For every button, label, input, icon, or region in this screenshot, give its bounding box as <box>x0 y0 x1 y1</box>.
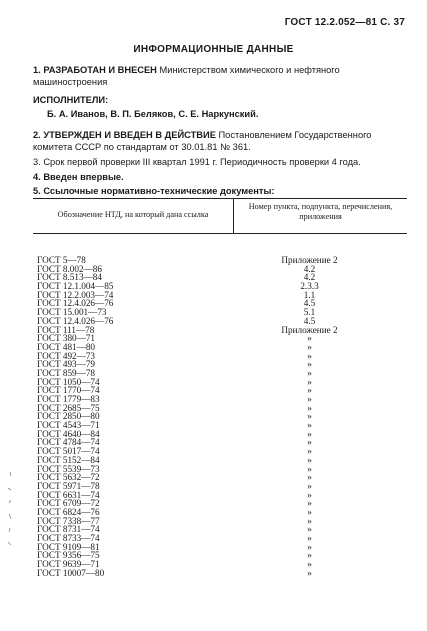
reference-item: » <box>307 498 312 509</box>
reference-item: » <box>307 333 312 344</box>
table-row <box>37 569 407 578</box>
reference-item: » <box>307 559 312 570</box>
ntd-designation: ГОСТ 4543—71 <box>37 420 100 431</box>
item-2-text: Постановлением Государственного комитета СССР по стандартам от 30.01.81 № 361. <box>33 130 372 152</box>
reference-item: Приложение 2 <box>281 324 338 335</box>
reference-item: » <box>307 550 312 561</box>
ntd-designation: ГОСТ 5632—72 <box>37 472 100 483</box>
ntd-designation: ГОСТ 8731—74 <box>37 524 100 535</box>
reference-item: 4.2 <box>303 263 316 274</box>
table-body <box>37 256 407 577</box>
item-2-lead: 2. УТВЕРЖДЕН И ВВЕДЕН В ДЕЙСТВИЕ <box>33 130 216 140</box>
reference-item: » <box>307 385 312 396</box>
ntd-designation: ГОСТ 1050—74 <box>37 376 100 387</box>
reference-item: » <box>307 402 312 413</box>
ntd-designation: ГОСТ 2850—80 <box>37 411 100 422</box>
reference-item: » <box>307 341 312 352</box>
ntd-designation: ГОСТ 12.4.026—76 <box>37 298 114 309</box>
reference-item: Приложение 2 <box>281 255 338 265</box>
reference-item: » <box>307 515 312 526</box>
reference-item: » <box>307 437 312 448</box>
ntd-designation: ГОСТ 12.4.026—76 <box>37 315 114 326</box>
ntd-designation: ГОСТ 15.001—73 <box>37 307 107 318</box>
reference-item: » <box>307 420 312 431</box>
reference-item: 5.1 <box>303 307 316 318</box>
item-1 <box>33 64 401 88</box>
reference-item: » <box>307 367 312 378</box>
ntd-designation: ГОСТ 9109—81 <box>37 541 100 552</box>
reference-item: 4.2 <box>303 272 316 283</box>
ntd-designation: ГОСТ 6824—76 <box>37 506 100 517</box>
ntd-designation: ГОСТ 12.2.003—74 <box>37 289 114 300</box>
ntd-designation: ГОСТ 9356—75 <box>37 550 100 561</box>
reference-item: 2.3.3 <box>300 281 319 292</box>
ntd-designation: ГОСТ 4784—74 <box>37 437 100 448</box>
executors-label: ИСПОЛНИТЕЛИ: <box>33 95 109 105</box>
ntd-designation: ГОСТ 1779—83 <box>37 394 100 404</box>
reference-item: » <box>307 524 312 535</box>
ntd-designation: ГОСТ 1770—74 <box>37 385 100 396</box>
page-header: ГОСТ 12.2.052—81 С. 37 <box>284 17 405 28</box>
ntd-designation: ГОСТ 8733—74 <box>37 533 100 543</box>
ntd-designation: ГОСТ 859—78 <box>37 367 96 378</box>
reference-item: » <box>307 480 312 491</box>
reference-item: » <box>307 446 312 457</box>
ntd-designation: ГОСТ 6631—74 <box>37 489 100 500</box>
column-header-reference: Номер пункта, подпункта, перечисления, приложения <box>248 202 393 221</box>
ntd-designation: ГОСТ 8.513—84 <box>37 272 102 283</box>
item-3: 3. Срок первой проверки III квартал 1991 г. Периодичность проверки 4 года. <box>33 157 361 167</box>
section-title: ИНФОРМАЦИОННЫЕ ДАННЫЕ <box>133 44 294 55</box>
reference-item: » <box>307 428 312 439</box>
item-5: 5. Ссылочные нормативно-технические документы: <box>33 186 275 196</box>
ntd-designation: ГОСТ 492—73 <box>37 350 96 361</box>
margin-scan-marks <box>4 470 16 560</box>
column-header-ntd: Обозначение НТД, на который дана ссылка <box>57 210 209 219</box>
reference-item: » <box>307 454 312 465</box>
reference-item: » <box>307 359 312 370</box>
ntd-designation: ГОСТ 6709—72 <box>37 498 100 509</box>
ntd-designation: ГОСТ 493—79 <box>37 359 96 370</box>
item-4: 4. Введен впервые. <box>33 172 124 182</box>
reference-item: » <box>307 394 312 404</box>
executors-names: Б. А. Иванов, В. П. Беляков, С. Е. Наркунский. <box>47 109 259 119</box>
reference-item: » <box>307 376 312 387</box>
reference-item: » <box>307 567 312 578</box>
ntd-designation: ГОСТ 8.002—86 <box>37 263 102 274</box>
ntd-designation: ГОСТ 10007—80 <box>37 567 105 578</box>
reference-item: » <box>307 541 312 552</box>
ntd-designation: ГОСТ 5017—74 <box>37 446 100 457</box>
item-1-text: Министерством химического и нефтяного машиностроения <box>33 65 340 87</box>
ntd-designation: ГОСТ 481—80 <box>37 341 96 352</box>
ntd-designation: ГОСТ 111—78 <box>37 324 95 335</box>
ntd-designation: ГОСТ 9639—71 <box>37 559 100 570</box>
reference-item: » <box>307 350 312 361</box>
ntd-designation: ГОСТ 2685—75 <box>37 402 100 413</box>
ntd-designation: ГОСТ 4640—84 <box>37 428 100 439</box>
reference-item: » <box>307 411 312 422</box>
reference-item: 1.1 <box>303 289 316 300</box>
ntd-designation: ГОСТ 5539—73 <box>37 463 100 474</box>
reference-item: » <box>307 489 312 500</box>
ntd-designation: ГОСТ 5—78 <box>37 255 86 265</box>
item-2 <box>33 129 401 153</box>
ntd-designation: ГОСТ 5971—78 <box>37 480 100 491</box>
ntd-designation: ГОСТ 12.1.004—85 <box>37 281 114 292</box>
item-1-lead: 1. РАЗРАБОТАН И ВНЕСЕН <box>33 65 157 75</box>
table-header <box>33 198 407 234</box>
reference-item: » <box>307 472 312 483</box>
ntd-designation: ГОСТ 5152—84 <box>37 454 100 465</box>
ntd-designation: ГОСТ 7338—77 <box>37 515 100 526</box>
reference-item: » <box>307 506 312 517</box>
ntd-designation: ГОСТ 380—71 <box>37 333 96 344</box>
reference-item: » <box>307 533 312 543</box>
reference-item: 4.5 <box>303 298 316 309</box>
reference-item: 4.5 <box>303 315 316 326</box>
reference-item: » <box>307 463 312 474</box>
